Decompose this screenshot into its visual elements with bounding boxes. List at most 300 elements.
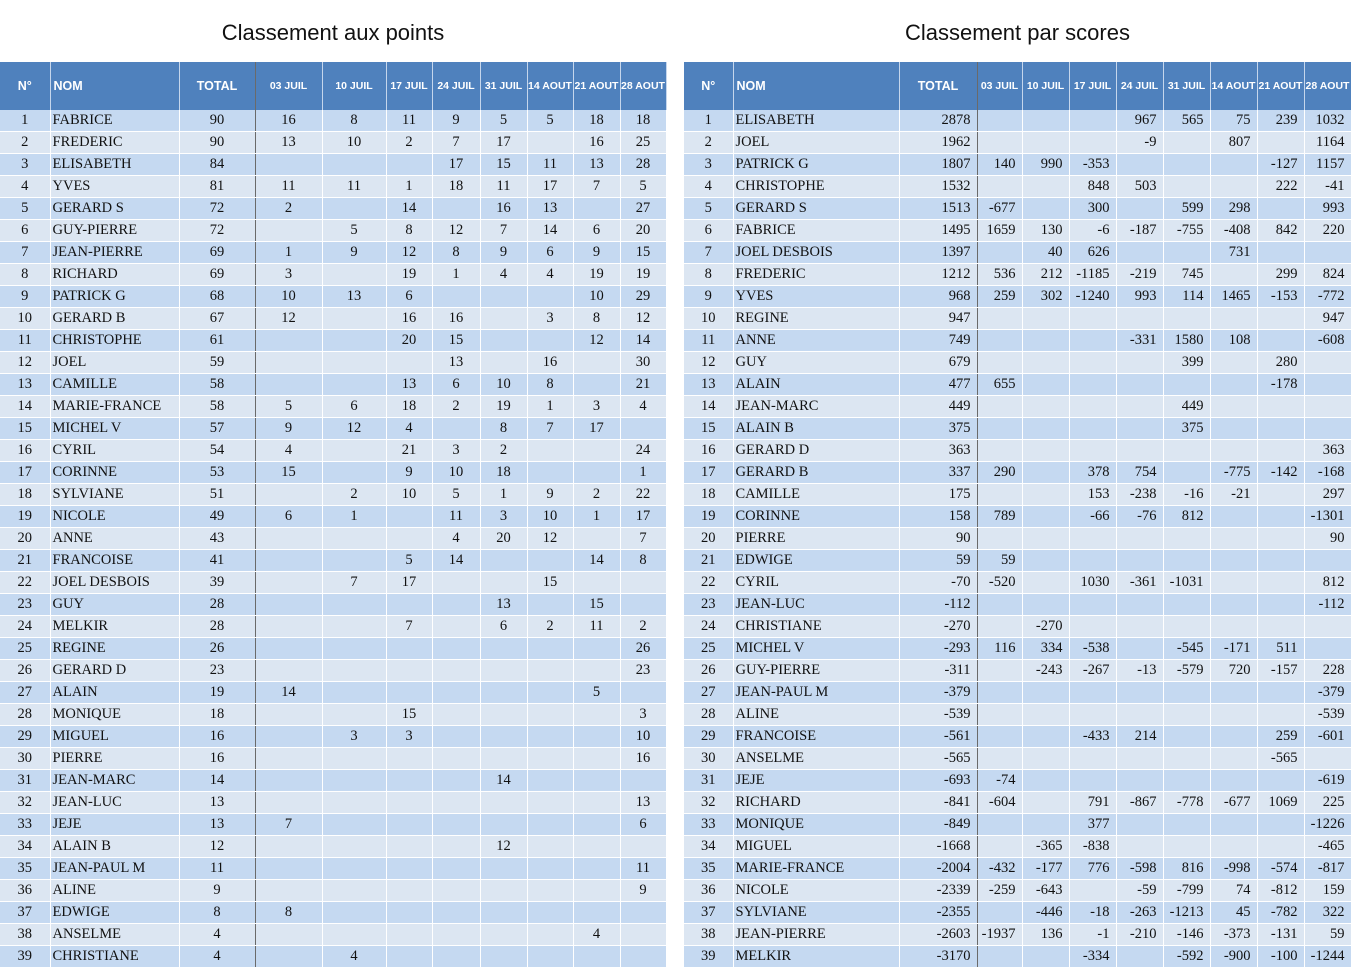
name-cell: CAMILLE (733, 484, 899, 506)
value-cell (322, 858, 386, 880)
name-cell: CHRISTOPHE (733, 176, 899, 198)
value-cell: 17 (620, 506, 666, 528)
value-cell (1116, 528, 1163, 550)
value-cell (977, 484, 1022, 506)
table-row (684, 242, 1351, 264)
rank-cell: 22 (0, 572, 50, 594)
value-cell: 9 (386, 462, 432, 484)
rank-cell: 13 (0, 374, 50, 396)
rank-cell: 25 (0, 638, 50, 660)
value-cell: 6 (386, 286, 432, 308)
value-cell: -100 (1257, 946, 1304, 968)
value-cell: 503 (1116, 176, 1163, 198)
column-header: 10 JUIL (1022, 62, 1069, 110)
value-cell (573, 726, 620, 748)
value-cell: 26 (620, 638, 666, 660)
value-cell: 1465 (1210, 286, 1257, 308)
value-cell (480, 550, 527, 572)
rank-cell: 24 (684, 616, 733, 638)
value-cell: -900 (1210, 946, 1257, 968)
value-cell (1210, 176, 1257, 198)
value-cell (527, 660, 573, 682)
value-cell (1163, 704, 1210, 726)
value-cell (432, 814, 480, 836)
value-cell (573, 572, 620, 594)
value-cell (1163, 154, 1210, 176)
rank-cell: 15 (684, 418, 733, 440)
value-cell: -1213 (1163, 902, 1210, 924)
table-row (0, 660, 666, 682)
rank-cell: 5 (684, 198, 733, 220)
value-cell: 21 (386, 440, 432, 462)
name-cell: PATRICK G (733, 154, 899, 176)
value-cell (1069, 352, 1116, 374)
name-cell: ANSELME (50, 924, 179, 946)
value-cell (1257, 506, 1304, 528)
value-cell: 4 (432, 528, 480, 550)
value-cell (527, 440, 573, 462)
value-cell (977, 814, 1022, 836)
value-cell: 5 (322, 220, 386, 242)
value-cell (1163, 726, 1210, 748)
total-cell: -561 (899, 726, 977, 748)
value-cell: 8 (386, 220, 432, 242)
value-cell: -1244 (1304, 946, 1351, 968)
name-cell: ELISABETH (50, 154, 179, 176)
name-cell: JOEL (733, 132, 899, 154)
table-row (684, 572, 1351, 594)
name-cell: CYRIL (50, 440, 179, 462)
value-cell: 565 (1163, 110, 1210, 132)
value-cell: 720 (1210, 660, 1257, 682)
value-cell: 378 (1069, 462, 1116, 484)
name-cell: FREDERIC (733, 264, 899, 286)
value-cell: 108 (1210, 330, 1257, 352)
value-cell (977, 132, 1022, 154)
name-cell: JEAN-MARC (50, 770, 179, 792)
points-panel (0, 0, 666, 968)
value-cell: -379 (1304, 682, 1351, 704)
name-cell: GUY (733, 352, 899, 374)
total-cell: 90 (179, 110, 255, 132)
value-cell: 5 (527, 110, 573, 132)
value-cell (1069, 880, 1116, 902)
value-cell (527, 330, 573, 352)
value-cell (322, 924, 386, 946)
value-cell (480, 924, 527, 946)
value-cell (1116, 770, 1163, 792)
value-cell: 19 (480, 396, 527, 418)
rank-cell: 9 (0, 286, 50, 308)
value-cell (432, 594, 480, 616)
value-cell: 3 (527, 308, 573, 330)
value-cell: -539 (1304, 704, 1351, 726)
name-cell: FREDERIC (50, 132, 179, 154)
name-cell: GUY-PIERRE (50, 220, 179, 242)
scores-table (684, 62, 1351, 968)
value-cell: 9 (322, 242, 386, 264)
table-row (684, 792, 1351, 814)
value-cell (255, 638, 322, 660)
total-cell: -2004 (899, 858, 977, 880)
column-header: 03 JUIL (255, 62, 322, 110)
value-cell: 25 (620, 132, 666, 154)
value-cell: 13 (573, 154, 620, 176)
value-cell (1116, 242, 1163, 264)
column-header: 28 AOUT (1304, 62, 1351, 110)
value-cell (1116, 374, 1163, 396)
value-cell: -565 (1257, 748, 1304, 770)
total-cell: 90 (179, 132, 255, 154)
value-cell: -59 (1116, 880, 1163, 902)
total-cell: 43 (179, 528, 255, 550)
table-row (684, 924, 1351, 946)
value-cell (573, 902, 620, 924)
value-cell (1116, 396, 1163, 418)
value-cell (386, 594, 432, 616)
rank-cell: 8 (0, 264, 50, 286)
value-cell (1022, 682, 1069, 704)
total-cell: 18 (179, 704, 255, 726)
points-body (0, 110, 666, 968)
value-cell: 7 (322, 572, 386, 594)
table-row (0, 748, 666, 770)
value-cell (255, 880, 322, 902)
value-cell (977, 440, 1022, 462)
value-cell (1022, 484, 1069, 506)
value-cell (255, 528, 322, 550)
value-cell: 993 (1116, 286, 1163, 308)
rank-cell: 19 (0, 506, 50, 528)
value-cell: 10 (255, 286, 322, 308)
value-cell (480, 946, 527, 968)
rank-cell: 26 (0, 660, 50, 682)
value-cell (977, 660, 1022, 682)
value-cell (1210, 770, 1257, 792)
value-cell (480, 880, 527, 902)
value-cell: 9 (620, 880, 666, 902)
value-cell (322, 836, 386, 858)
value-cell: -334 (1069, 946, 1116, 968)
total-cell: 81 (179, 176, 255, 198)
value-cell: -677 (977, 198, 1022, 220)
total-cell: 363 (899, 440, 977, 462)
name-cell: GERARD S (733, 198, 899, 220)
value-cell: 130 (1022, 220, 1069, 242)
name-cell: MONIQUE (733, 814, 899, 836)
value-cell: 28 (620, 154, 666, 176)
value-cell: 8 (432, 242, 480, 264)
name-cell: EDWIGE (733, 550, 899, 572)
value-cell (322, 770, 386, 792)
value-cell: -619 (1304, 770, 1351, 792)
value-cell: 6 (573, 220, 620, 242)
table-row (684, 902, 1351, 924)
rank-cell: 1 (0, 110, 50, 132)
name-cell: GERARD D (50, 660, 179, 682)
value-cell: 363 (1304, 440, 1351, 462)
total-cell: 16 (179, 726, 255, 748)
value-cell (1304, 374, 1351, 396)
value-cell (1163, 748, 1210, 770)
total-cell: 8 (179, 902, 255, 924)
value-cell: 13 (255, 132, 322, 154)
name-cell: JEAN-LUC (733, 594, 899, 616)
value-cell (1069, 308, 1116, 330)
value-cell: 4 (255, 440, 322, 462)
value-cell (620, 924, 666, 946)
value-cell (322, 704, 386, 726)
value-cell: 812 (1163, 506, 1210, 528)
scores-header (684, 62, 1351, 110)
value-cell (1210, 264, 1257, 286)
value-cell (322, 682, 386, 704)
table-row (684, 594, 1351, 616)
value-cell: 536 (977, 264, 1022, 286)
value-cell: -998 (1210, 858, 1257, 880)
table-row (684, 462, 1351, 484)
total-cell: -3170 (899, 946, 977, 968)
rank-cell: 17 (684, 462, 733, 484)
table-row (0, 110, 666, 132)
value-cell: 14 (432, 550, 480, 572)
value-cell (573, 946, 620, 968)
value-cell: -171 (1210, 638, 1257, 660)
value-cell: -66 (1069, 506, 1116, 528)
value-cell: 18 (386, 396, 432, 418)
value-cell: 11 (386, 110, 432, 132)
value-cell (432, 638, 480, 660)
value-cell (1163, 616, 1210, 638)
value-cell: 449 (1163, 396, 1210, 418)
table-row (0, 594, 666, 616)
value-cell (322, 462, 386, 484)
table-row (0, 880, 666, 902)
rank-cell: 29 (684, 726, 733, 748)
table-row (0, 770, 666, 792)
value-cell (1257, 704, 1304, 726)
name-cell: SYLVIANE (733, 902, 899, 924)
value-cell (1304, 418, 1351, 440)
value-cell (255, 374, 322, 396)
value-cell (977, 352, 1022, 374)
value-cell (977, 418, 1022, 440)
value-cell (432, 704, 480, 726)
value-cell: 222 (1257, 176, 1304, 198)
name-cell: JOEL DESBOIS (50, 572, 179, 594)
name-cell: REGINE (50, 638, 179, 660)
value-cell (527, 880, 573, 902)
points-table (0, 62, 667, 968)
total-cell: 69 (179, 264, 255, 286)
value-cell: 16 (527, 352, 573, 374)
name-cell: MONIQUE (50, 704, 179, 726)
value-cell: -112 (1304, 594, 1351, 616)
value-cell (1022, 176, 1069, 198)
value-cell: -259 (977, 880, 1022, 902)
value-cell: 59 (977, 550, 1022, 572)
name-cell: YVES (733, 286, 899, 308)
name-cell: PIERRE (50, 748, 179, 770)
name-cell: FABRICE (733, 220, 899, 242)
value-cell: 15 (573, 594, 620, 616)
value-cell (527, 902, 573, 924)
value-cell: 13 (432, 352, 480, 374)
table-row (0, 418, 666, 440)
value-cell: 12 (480, 836, 527, 858)
rank-cell: 3 (0, 154, 50, 176)
points-header (0, 62, 666, 110)
value-cell: 10 (527, 506, 573, 528)
table-row (0, 638, 666, 660)
value-cell: -270 (1022, 616, 1069, 638)
total-cell: -2339 (899, 880, 977, 902)
value-cell: 16 (573, 132, 620, 154)
value-cell: -243 (1022, 660, 1069, 682)
table-row (0, 792, 666, 814)
value-cell: 9 (480, 242, 527, 264)
value-cell (255, 660, 322, 682)
value-cell: 17 (573, 418, 620, 440)
rank-cell: 38 (0, 924, 50, 946)
value-cell (573, 704, 620, 726)
value-cell: -187 (1116, 220, 1163, 242)
value-cell (620, 946, 666, 968)
value-cell: -1240 (1069, 286, 1116, 308)
value-cell (386, 352, 432, 374)
value-cell (1304, 616, 1351, 638)
value-cell (1022, 418, 1069, 440)
total-cell: 2878 (899, 110, 977, 132)
total-cell: 59 (899, 550, 977, 572)
column-header: N° (684, 62, 733, 110)
value-cell: -373 (1210, 924, 1257, 946)
value-cell (386, 748, 432, 770)
table-row (0, 374, 666, 396)
value-cell: 848 (1069, 176, 1116, 198)
rank-cell: 31 (684, 770, 733, 792)
value-cell (322, 352, 386, 374)
value-cell: 1659 (977, 220, 1022, 242)
value-cell (255, 594, 322, 616)
value-cell (1022, 528, 1069, 550)
value-cell: 15 (480, 154, 527, 176)
value-cell (527, 814, 573, 836)
total-cell: 51 (179, 484, 255, 506)
column-header: N° (0, 62, 50, 110)
table-row (0, 704, 666, 726)
table-row (684, 946, 1351, 968)
value-cell (1210, 396, 1257, 418)
value-cell (480, 660, 527, 682)
value-cell (573, 748, 620, 770)
value-cell: 9 (573, 242, 620, 264)
name-cell: SYLVIANE (50, 484, 179, 506)
value-cell: -18 (1069, 902, 1116, 924)
name-cell: MICHEL V (50, 418, 179, 440)
rank-cell: 20 (0, 528, 50, 550)
value-cell (1304, 550, 1351, 572)
value-cell: 842 (1257, 220, 1304, 242)
value-cell: 789 (977, 506, 1022, 528)
value-cell (255, 748, 322, 770)
value-cell: -1937 (977, 924, 1022, 946)
table-row (684, 616, 1351, 638)
value-cell: 116 (977, 638, 1022, 660)
value-cell (432, 616, 480, 638)
total-cell: 67 (179, 308, 255, 330)
value-cell (432, 924, 480, 946)
total-cell: 1532 (899, 176, 977, 198)
table-row (684, 836, 1351, 858)
value-cell: 7 (573, 176, 620, 198)
table-row (684, 154, 1351, 176)
value-cell: -772 (1304, 286, 1351, 308)
table-row (684, 638, 1351, 660)
value-cell: -817 (1304, 858, 1351, 880)
table-row (684, 682, 1351, 704)
value-cell: 731 (1210, 242, 1257, 264)
value-cell (1069, 132, 1116, 154)
value-cell (977, 704, 1022, 726)
value-cell: 9 (432, 110, 480, 132)
value-cell (1257, 396, 1304, 418)
table-row (0, 220, 666, 242)
value-cell: 812 (1304, 572, 1351, 594)
value-cell: 10 (573, 286, 620, 308)
value-cell (1022, 110, 1069, 132)
table-row (684, 330, 1351, 352)
value-cell: -127 (1257, 154, 1304, 176)
value-cell: 29 (620, 286, 666, 308)
value-cell: 10 (432, 462, 480, 484)
total-cell: 11 (179, 858, 255, 880)
value-cell: -574 (1257, 858, 1304, 880)
name-cell: ANSELME (733, 748, 899, 770)
value-cell (527, 748, 573, 770)
rank-cell: 16 (0, 440, 50, 462)
value-cell (573, 440, 620, 462)
column-header: 17 JUIL (1069, 62, 1116, 110)
value-cell: 12 (255, 308, 322, 330)
value-cell (1116, 550, 1163, 572)
value-cell (1116, 748, 1163, 770)
value-cell: 15 (620, 242, 666, 264)
value-cell: -74 (977, 770, 1022, 792)
rank-cell: 9 (684, 286, 733, 308)
value-cell: 2 (527, 616, 573, 638)
value-cell: -41 (1304, 176, 1351, 198)
value-cell (1022, 308, 1069, 330)
name-cell: YVES (50, 176, 179, 198)
value-cell (386, 836, 432, 858)
name-cell: RICHARD (733, 792, 899, 814)
value-cell (527, 638, 573, 660)
value-cell (527, 682, 573, 704)
total-cell: 28 (179, 594, 255, 616)
value-cell (480, 726, 527, 748)
value-cell (1163, 550, 1210, 572)
name-cell: MARIE-FRANCE (733, 858, 899, 880)
value-cell (527, 132, 573, 154)
value-cell (1304, 748, 1351, 770)
value-cell: 4 (386, 418, 432, 440)
value-cell (1116, 836, 1163, 858)
table-row (684, 814, 1351, 836)
rank-cell: 16 (684, 440, 733, 462)
value-cell: -365 (1022, 836, 1069, 858)
total-cell: 679 (899, 352, 977, 374)
